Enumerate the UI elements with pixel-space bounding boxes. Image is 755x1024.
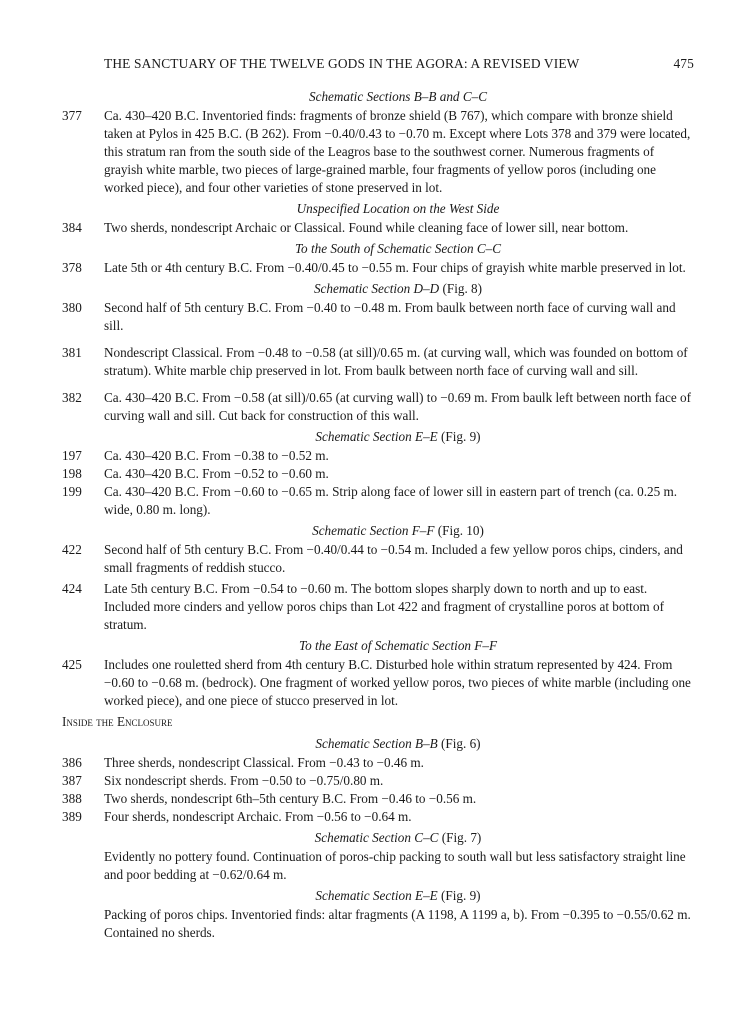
section-heading: To the South of Schematic Section C–C [294, 241, 502, 256]
lot-entry [62, 541, 694, 577]
lot-number: 422 [62, 542, 82, 557]
lot-number: 378 [62, 260, 82, 275]
lot-entry [62, 906, 694, 942]
lot-number: 388 [62, 791, 82, 806]
lot-entry [62, 299, 694, 335]
lot-text: Ca. 430–420 B.C. From −0.58 (at sill)/0.65 (at curving wall) to −0.69 m. From baulk left between north face of curving wall and sill. Cut back for construction of this wall. [104, 390, 691, 423]
lot-entry [62, 259, 694, 277]
lot-number: 425 [62, 657, 82, 672]
section-heading: Schematic Section E–E (Fig. 9) [315, 429, 481, 444]
lot-text: Late 5th or 4th century B.C. From −0.40/0.45 to −0.55 m. Four chips of grayish white marble preserved in lot. [104, 260, 686, 275]
lot-text: Two sherds, nondescript Archaic or Classical. Found while cleaning face of lower sill, near bottom. [104, 220, 629, 235]
lot-text: Ca. 430–420 B.C. From −0.60 to −0.65 m. Strip along face of lower sill in eastern part of trench (ca. 0.25 m. wide, 0.80 m. long). [104, 484, 678, 517]
lot-entry [62, 580, 694, 634]
lot-text: Packing of poros chips. Inventoried finds: altar fragments (A 1198, A 1199 a, b). From −0.395 to −0.55/0.62 m. Contained no sherds. [104, 907, 691, 940]
lot-entry [62, 483, 694, 519]
lot-text: Four sherds, nondescript Archaic. From −0.56 to −0.64 m. [104, 809, 412, 824]
lot-entry [62, 107, 694, 197]
lot-text: Late 5th century B.C. From −0.54 to −0.60 m. The bottom slopes sharply down to north and up to east. Included more cinders and yellow poros chips than Lot 422 and fragment of crystalline poros at bottom of stratum. [104, 581, 664, 632]
lot-entry [62, 344, 694, 380]
lot-number: 381 [62, 345, 82, 360]
lot-text: Two sherds, nondescript 6th–5th century B.C. From −0.46 to −0.56 m. [104, 791, 477, 806]
section-heading: Schematic Sections B–B and C–C [309, 89, 487, 104]
lot-text: Includes one rouletted sherd from 4th century B.C. Disturbed hole within stratum represented by 424. From −0.60 to −0.68 m. (bedrock). One fragment of worked yellow poros, two pieces of white marble (including one worked piece), and one piece of stucco preserved in lot. [104, 657, 691, 708]
lot-number: 384 [62, 220, 82, 235]
page-number: 475 [673, 56, 694, 71]
lot-text: Ca. 430–420 B.C. Inventoried finds: fragments of bronze shield (B 767), which compare with bronze shield taken at Pylos in 425 B.C. (B 262). From −0.40/0.43 to −0.70 m. Except where Lots 378 and 379 were located, this stratum ran from the south side of the Leagros base to the southwest corner. Numerous fragments of grayish white marble, two pieces of large-grained marble, four fragments of yellow poros (including one worked piece), and four other varieties of stone preserved in lot. [104, 108, 691, 195]
lot-number: 389 [62, 809, 82, 824]
section-heading: To the East of Schematic Section F–F [298, 638, 498, 653]
lot-number: 198 [62, 466, 82, 481]
lot-entry [62, 447, 694, 465]
group-heading: Inside the Enclosure [62, 714, 173, 729]
lot-text: Second half of 5th century B.C. From −0.40 to −0.48 m. From baulk between north face of curving wall and sill. [104, 300, 676, 333]
lot-entry [62, 772, 694, 790]
section-heading: Schematic Section D–D (Fig. 8) [313, 281, 483, 296]
lot-number: 377 [62, 108, 82, 123]
lot-number: 199 [62, 484, 82, 499]
lot-entry [62, 754, 694, 772]
lot-entry [62, 465, 694, 483]
lot-number: 197 [62, 448, 82, 463]
lot-number: 386 [62, 755, 82, 770]
lot-text: Six nondescript sherds. From −0.50 to −0.75/0.80 m. [104, 773, 384, 788]
lot-text: Ca. 430–420 B.C. From −0.38 to −0.52 m. [104, 448, 329, 463]
document-body [62, 88, 694, 945]
lot-text: Second half of 5th century B.C. From −0.40/0.44 to −0.54 m. Included a few yellow poros chips, cinders, and small fragments of reddish stucco. [104, 542, 683, 575]
lot-number: 380 [62, 300, 82, 315]
lot-entry [62, 389, 694, 425]
lot-entry [62, 808, 694, 826]
lot-text: Three sherds, nondescript Classical. From −0.43 to −0.46 m. [104, 755, 424, 770]
lot-entry [62, 848, 694, 884]
lot-text: Evidently no pottery found. Continuation of poros-chip packing to south wall but less satisfactory straight line and poor bedding at −0.62/0.64 m. [104, 849, 686, 882]
lot-entry [62, 656, 694, 710]
section-heading: Schematic Section E–E (Fig. 9) [315, 888, 481, 903]
lot-text: Nondescript Classical. From −0.48 to −0.58 (at sill)/0.65 m. (at curving wall, which was founded on bottom of stratum). White marble chip preserved in lot. From baulk between north face of curving wall and sill. [104, 345, 688, 378]
lot-text: Ca. 430–420 B.C. From −0.52 to −0.60 m. [104, 466, 329, 481]
section-heading: Schematic Section F–F (Fig. 10) [312, 523, 484, 538]
lot-number: 382 [62, 390, 82, 405]
lot-entry [62, 790, 694, 808]
lot-entry [62, 219, 694, 237]
lot-number: 387 [62, 773, 82, 788]
section-heading: Schematic Section C–C (Fig. 7) [314, 830, 482, 845]
section-heading: Schematic Section B–B (Fig. 6) [315, 736, 481, 751]
running-title: THE SANCTUARY OF THE TWELVE GODS IN THE AGORA: A REVISED VIEW [104, 56, 580, 71]
lot-number: 424 [62, 581, 82, 596]
section-heading: Unspecified Location on the West Side [296, 201, 500, 216]
